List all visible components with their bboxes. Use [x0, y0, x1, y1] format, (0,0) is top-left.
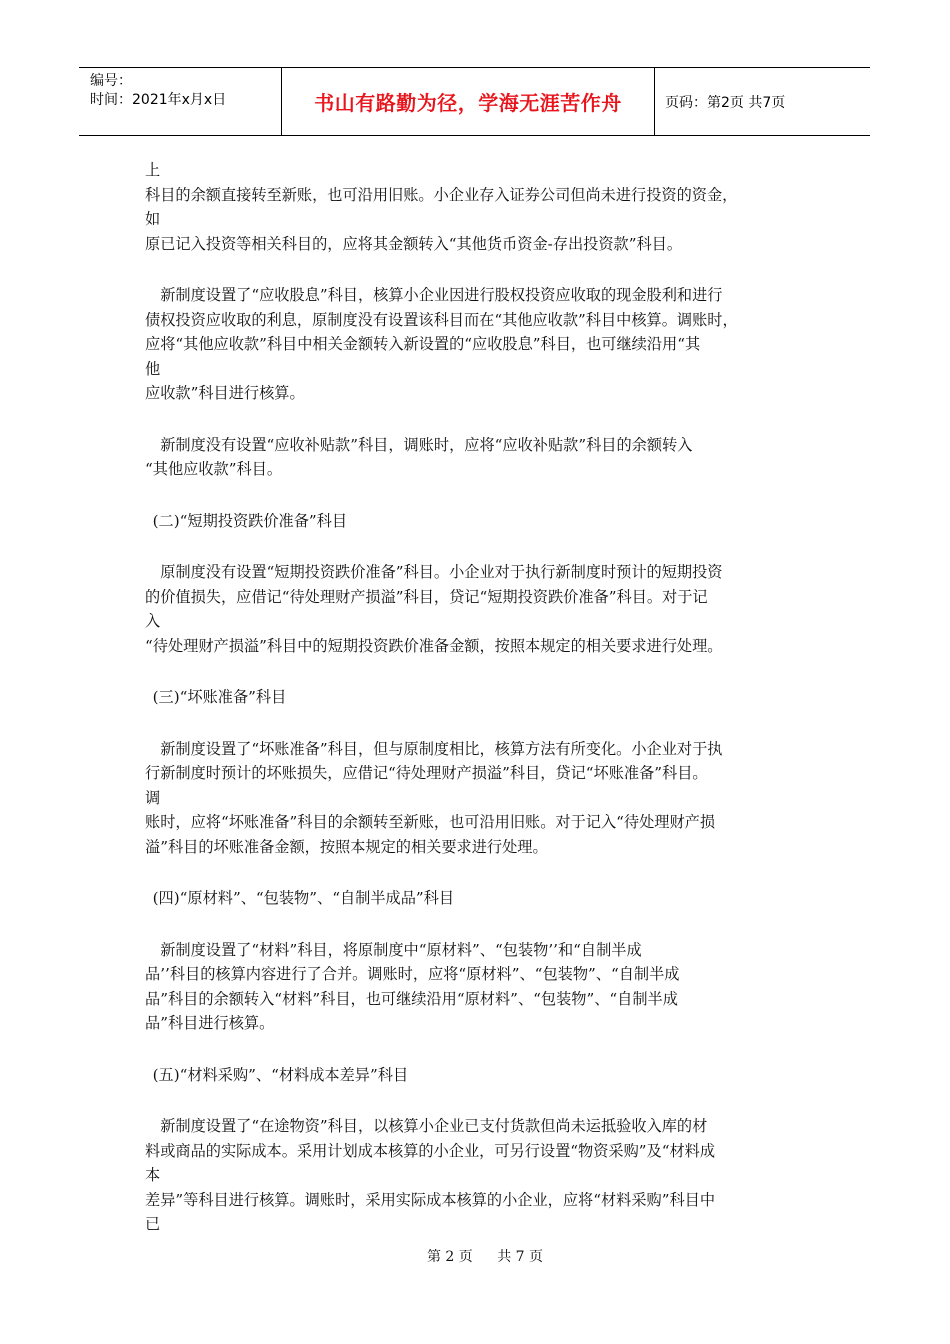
- header-motto: 书山有路勤为径，学海无涯苦作舟: [314, 91, 622, 115]
- text-line: 如: [145, 210, 161, 228]
- text-line: 科目的余额直接转至新账，也可沿用旧账。小企业存入证券公司但尚未进行投资的资金，: [145, 185, 738, 204]
- text-line: “其他应收款”科目。: [145, 460, 283, 478]
- paragraph-gap: [145, 859, 815, 886]
- header-divider: [654, 68, 655, 135]
- text-line: 账时，应将“坏账准备”科目的余额转至新账，也可沿用旧账。对于记入“待处理财产损: [145, 813, 716, 831]
- text-line: 新制度设置了“在途物资”科目，以核算小企业已支付货款但尚未运抵验收入库的材: [160, 1117, 708, 1135]
- number-label: 编号：: [90, 73, 132, 89]
- text-line: 他: [145, 359, 161, 378]
- text-line: (四)“原材料”、“包装物”、“自制半成品”科目: [152, 889, 455, 907]
- paragraph-gap: [145, 533, 815, 560]
- header-page-number: 页码：第2页 共7页: [665, 94, 786, 111]
- text-line: 入: [145, 612, 161, 630]
- text-line: 本: [145, 1166, 161, 1184]
- text-line: 料或商品的实际成本。采用计划成本核算的小企业，可另行设置“物资采购”及“材料成: [145, 1141, 716, 1160]
- text-line: (五)“材料采购”、“材料成本差异”科目: [152, 1065, 409, 1084]
- paragraph: [145, 433, 815, 482]
- paragraph: [145, 560, 815, 658]
- paragraph: [145, 886, 815, 911]
- paragraph-gap: [145, 658, 815, 685]
- paragraph-gap: [145, 1036, 815, 1063]
- text-line: 品’’科目的核算内容进行了合并。调账时，应将“原材料”、“包装物”、“自制半成: [145, 965, 680, 983]
- paragraph: [145, 737, 815, 860]
- paragraph: [145, 1063, 815, 1088]
- text-line: 已: [145, 1215, 161, 1233]
- text-line: 应将“其他应收款”科目中相关金额转入新设置的“应收股息”科目，也可继续沿用“其: [145, 335, 701, 353]
- text-line: 调: [145, 788, 161, 807]
- text-line: 的价值损失，应借记“待处理财产损溢”科目，贷记“短期投资跌价准备”科目。对于记: [145, 587, 708, 606]
- text-line: 新制度设置了“坏账准备”科目，但与原制度相比，核算方法有所变化。小企业对于执: [160, 739, 723, 758]
- paragraph: [145, 938, 815, 1036]
- page-footer: [0, 1246, 950, 1266]
- text-line: (二)“短期投资跌价准备”科目: [152, 511, 348, 530]
- text-line: 新制度没有设置“应收补贴款”科目，调账时，应将“应收补贴款”科目的余额转入: [160, 435, 693, 454]
- text-line: 品”科目进行核算。: [145, 1014, 275, 1032]
- text-line: 行新制度时预计的坏账损失，应借记“待处理财产损溢”科目，贷记“坏账准备”科目。: [145, 764, 708, 782]
- paragraph-gap: [145, 1087, 815, 1114]
- header-meta: [79, 68, 281, 135]
- text-line: “待处理财产损溢”科目中的短期投资跌价准备金额，按照本规定的相关要求进行处理。: [145, 636, 723, 655]
- text-line: 新制度设置了“材料”科目，将原制度中“原材料”、“包装物’’和“自制半成: [160, 940, 642, 959]
- paragraph-gap: [145, 406, 815, 433]
- text-line: 应收款”科目进行核算。: [145, 384, 305, 402]
- paragraph: [145, 283, 815, 406]
- paragraph: [145, 158, 815, 256]
- footer-page: 第 2 页: [426, 1249, 473, 1265]
- text-line: 差异”等科目进行核算。调账时，采用实际成本核算的小企业，应将“材料采购”科目中: [145, 1190, 716, 1209]
- text-line: (三)“坏账准备”科目: [152, 688, 287, 706]
- paragraph: [145, 1114, 815, 1237]
- paragraph-gap: [145, 710, 815, 737]
- paragraph: [145, 509, 815, 534]
- paragraph-gap: [145, 911, 815, 938]
- text-line: 品”科目的余额转入“材料”科目，也可继续沿用“原材料”、“包装物”、“自制半成: [145, 989, 678, 1008]
- text-line: 新制度设置了“应收股息”科目，核算小企业因进行股权投资应收取的现金股利和进行: [160, 286, 723, 304]
- paragraph-gap: [145, 482, 815, 509]
- page-header: [79, 67, 870, 136]
- footer-total: 共 7 页: [497, 1249, 544, 1265]
- document-body: [145, 158, 815, 1237]
- text-line: 债权投资应收取的利息，原制度没有设置该科目而在“其他应收款”科目中核算。调账时，: [145, 310, 738, 329]
- text-line: 上: [145, 161, 161, 179]
- text-line: 原制度没有设置“短期投资跌价准备”科目。小企业对于执行新制度时预计的短期投资: [160, 563, 723, 581]
- paragraph-gap: [145, 256, 815, 283]
- text-line: 溢”科目的坏账准备金额，按照本规定的相关要求进行处理。: [145, 837, 548, 856]
- text-line: 原已记入投资等相关科目的，应将其金额转入“其他货币资金-存出投资款”科目。: [145, 234, 683, 253]
- paragraph: [145, 685, 815, 710]
- time-label: 时间：2021年x月x日: [90, 92, 227, 108]
